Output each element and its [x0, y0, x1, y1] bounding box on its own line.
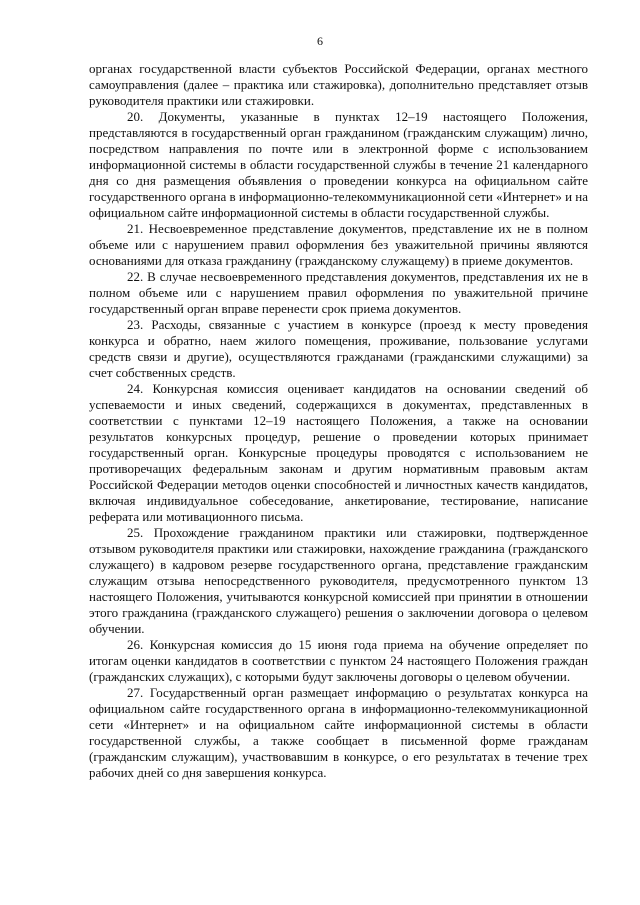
paragraph-21: 21. Несвоевременное представление документов, представление их не в полном объеме или с нарушением правил оформления без уважительной причины являются основаниями для отказа гражданину (гражданскому служащему) в приеме документов. — [89, 221, 588, 268]
document-body — [89, 61, 588, 781]
paragraph-20: 20. Документы, указанные в пунктах 12–19 настоящего Положения, представляются в государственный орган гражданином (гражданским служащим) лично, посредством направления по почте или в электронной форме с использованием информационной системы в области государственной службы в течение 21 календарного дня со дня размещения объявления о проведении конкурса на официальном сайте государственного органа в информационно-телекоммуникационной сети «Интернет» и на официальном сайте информационной системы в области государственной службы. — [89, 109, 589, 220]
paragraph-22: 22. В случае несвоевременного представления документов, представления их не в полном объеме или с нарушением правил оформления по уважительной причине государственный орган вправе перенести срок приема документов. — [89, 269, 588, 316]
paragraph-25: 25. Прохождение гражданином практики или стажировки, подтвержденное отзывом руководителя практики или стажировки, нахождение гражданина (гражданского служащего) в кадровом резерве государственного органа, представление гражданским служащим отзыва непосредственного руководителя, предусмотренного пунктом 13 настоящего Положения, учитываются конкурсной комиссией при принятии в отношении этого гражданина (гражданского служащего) решения о заключении договора о целевом обучении. — [89, 525, 588, 636]
page-number: 6 — [317, 34, 323, 48]
paragraph-24: 24. Конкурсная комиссия оценивает кандидатов на основании сведений об успеваемости и иных сведений, содержащихся в документах, представленных в соответствии с пунктами 12–19 настоящего Положения, а также на основании результатов конкурсных процедур, решение о проведении которых принимает государственный орган. Конкурсные процедуры проводятся с использованием не противоречащих федеральным законам и другим нормативным правовым актам Российской Федерации методов оценки способностей и личностных качеств кандидатов, включая индивидуальное собеседование, анкетирование, тестирование, написание реферата или мотивационного письма. — [89, 381, 588, 524]
paragraph-continuation: органах государственной власти субъектов Российской Федерации, органах местного самоуправления (далее – практика или стажировка), дополнительно представляет отзыв руководителя практики или стажировки. — [89, 61, 588, 108]
paragraph-27: 27. Государственный орган размещает информацию о результатах конкурса на официальном сайте государственного органа в информационно-телекоммуникационной сети «Интернет» и на официальном сайте информационной системы в области государственной службы, а также сообщает в письменной форме гражданам (гражданским служащим), участвовавшим в конкурсе, о его результатах в течение трех рабочих дней со дня завершения конкурса. — [89, 685, 588, 780]
paragraph-23: 23. Расходы, связанные с участием в конкурсе (проезд к месту проведения конкурса и обратно, наем жилого помещения, проживание, пользование услугами средств связи и другие), осуществляются гражданами (гражданскими служащими) за счет собственных средств. — [89, 317, 588, 380]
paragraph-26: 26. Конкурсная комиссия до 15 июня года приема на обучение определяет по итогам оценки кандидатов в соответствии с пунктом 24 настоящего Положения граждан (гражданских служащих), с которыми будут заключены договоры о целевом обучении. — [89, 637, 588, 684]
